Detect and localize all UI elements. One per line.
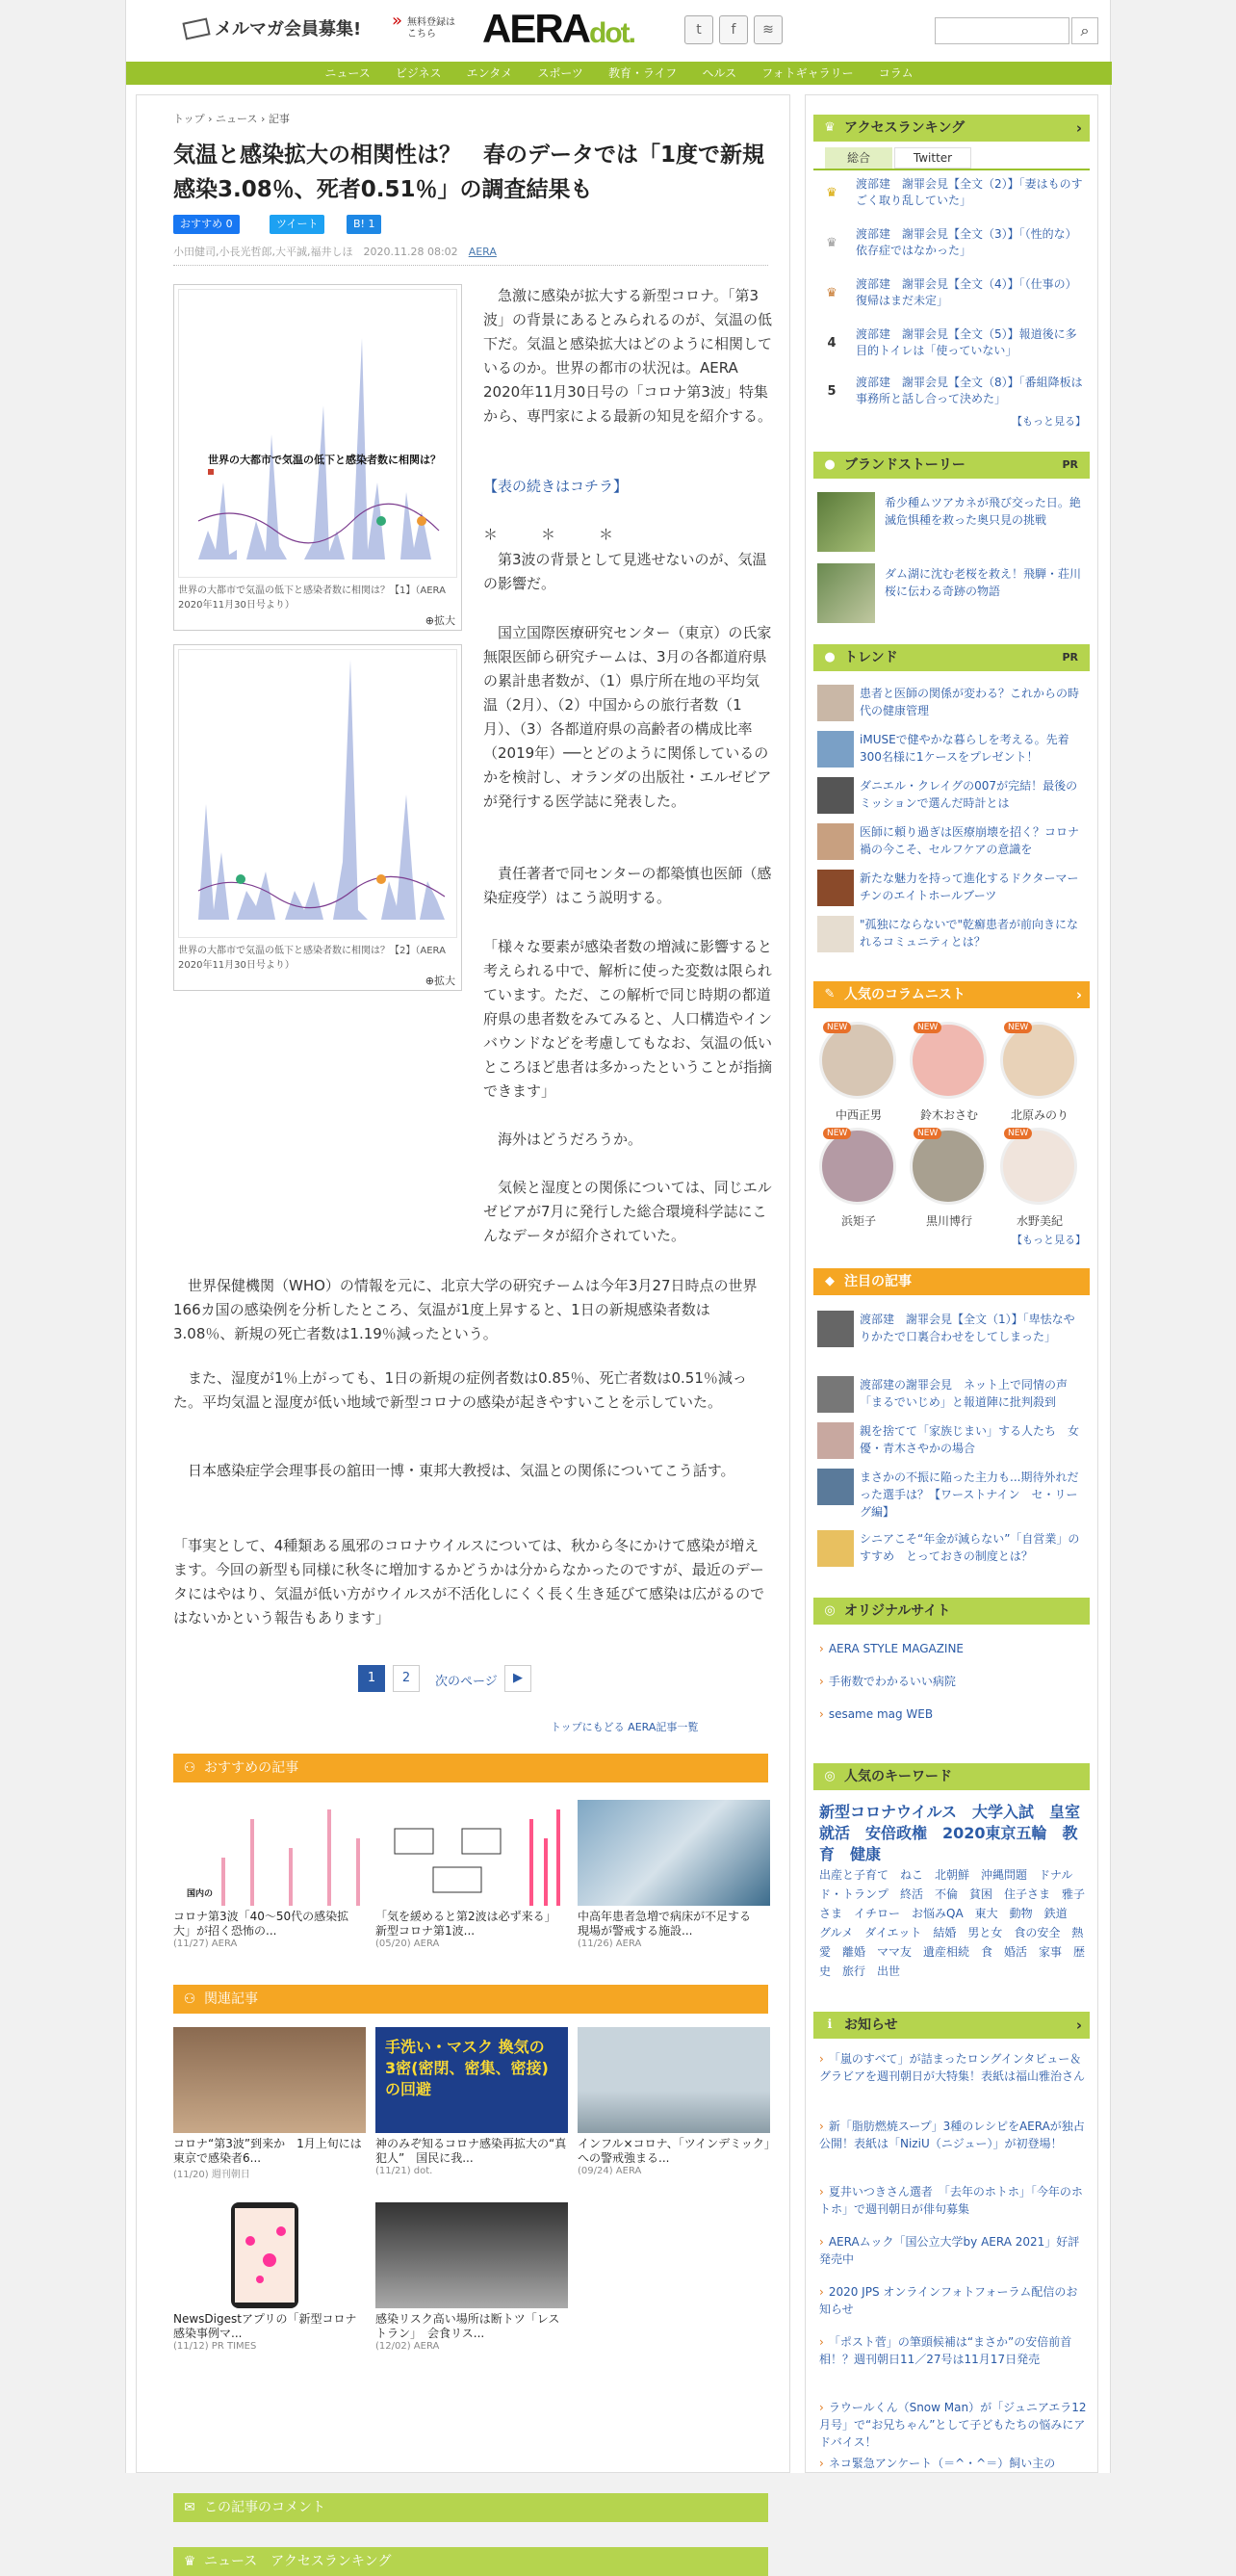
nav-item-health[interactable]: ヘルス [702,66,737,80]
featured-thumb[interactable] [817,1422,854,1459]
globe-icon: ◎ [824,1603,836,1618]
mailmag-label: メルマガ会員募集! [215,19,362,39]
ranking-item[interactable] [817,176,1087,215]
keyword-list-small[interactable]: 出産と子育て ねこ 北朝鮮 沖縄問題 ドナルド・トランプ 終活 不倫 貧困 住子さま 雅子さま イチロー お悩みQA 東大 動物 鉄道 グルメ ダイエット 結婚 男と女 食の安全 熱愛 離婚 ママ友 遺産相続 食 婚活 家事 歴史 旅行 出世 [819,1868,1086,1978]
separator-stars: ＊ ＊ ＊ [483,526,614,543]
chevron-right-icon: › [1075,2017,1082,2034]
ranking-item-text: 渡部建 謝罪会見【全文（2）】「妻はものすごく取り乱していた」 [856,177,1083,207]
ranking-item[interactable] [817,375,1087,413]
new-badge: NEW [823,1128,851,1139]
keyword-list-large[interactable]: 新型コロナウイルス 大学入試 皇室 就活 安倍政権 2020東京五輪 教育 健康 [819,1803,1096,1863]
authors: 小田健司,小長光哲郎,大平誠,福井しほ [173,246,353,258]
avatar[interactable] [1000,1022,1077,1099]
brand-thumb[interactable] [817,563,875,623]
recommended-card[interactable] [578,1800,770,1949]
paragraph-5: 「様々な要素が感染者数の増減に影響すると考えられる中で、解析に使った変数は限られています。ただ、この解析で同じ時期の都道府県の患者数をみてみると、人口構造やインバウンドなどを考慮してもなお、気温の低いところほど患者は多かったということが指摘できます」 [483,938,773,1100]
pen-icon: ✎ [824,987,836,1002]
related-meta: (11/20) 週刊朝日 [173,2170,250,2180]
logo-main: AERA [482,6,590,51]
related-title: インフル×コロナ、「ツインデミック」への警戒強まる... [578,2137,770,2165]
related-card[interactable] [375,2202,568,2352]
featured-link[interactable]: シニアこそ“年金が減らない”「自営業」のすすめ とっておきの制度とは？ [860,1532,1080,1563]
trend-link[interactable]: iMUSEで健やかな暮らしを考える。先着300名様に1ケースをプレゼント！ [860,733,1069,764]
search-input[interactable] [935,17,1069,44]
featured-link[interactable]: 親を捨てて「家族じまい」する人たち 女優・青木さやかの場合 [860,1424,1080,1455]
columnist-name[interactable]: 浜矩子 [840,1214,876,1228]
featured-label: 注目の記事 [844,1274,912,1289]
featured-link[interactable]: 渡部建の謝罪会見 ネット上で同情の声「まるでいじめ」と報道陣に批判殺到 [860,1378,1069,1409]
comments-heading-label: この記事のコメント [204,2500,325,2515]
tag-icon: ◆ [825,1274,835,1288]
recommended-meta: (11/27) AERA [173,1939,238,1949]
site-header [126,0,1112,62]
page-1-button[interactable]: 1 [358,1665,385,1692]
source-link[interactable]: AERA [468,246,497,258]
columnists-label: 人気のコラムニスト [844,987,966,1002]
columnists-more-link[interactable]: 【もっと見る】 [1012,1234,1086,1246]
target-icon: ◎ [824,1769,836,1783]
related-title: 感染リスク高い場所は断トツ「レストラン」 会食リス... [375,2312,560,2340]
chevron-right-icon: › [1075,119,1082,137]
recommended-thumb [375,1800,568,1906]
info-icon: ℹ [827,2017,833,2032]
continue-link[interactable]: 【表の続きはコチラ】 [483,478,629,495]
article-title: 気温と感染拡大の相関性は？ 春のデータでは「1度で新規感染3.08％、死者0.51％」の調査結果も [173,143,765,202]
figure-2[interactable] [173,644,462,991]
zoom-label: 拡大 [434,614,455,627]
zoom-label: 拡大 [434,975,455,987]
columnist-name[interactable]: 北原みのり [1010,1108,1069,1122]
featured-heading [813,1268,1090,1295]
ranking-item[interactable] [817,276,1087,315]
tab-twitter[interactable]: Twitter [894,147,971,169]
notice-item[interactable]: › AERAムック「国公立大学by AERA 2021」好評発売中 [819,2233,1089,2268]
avatar[interactable] [910,1128,987,1205]
notice-item[interactable]: › ネコ緊急アンケート（＝^・^＝）飼い主の [819,2455,1089,2472]
notice-item[interactable]: › 2020 JPS オンラインフォトフォーラム配信のお知らせ [819,2283,1089,2318]
recommended-title: 中高年患者急増で病床が不足する 現場が警戒する施設... [578,1910,763,1938]
related-card[interactable] [578,2027,770,2176]
global-nav [126,62,1112,85]
hatena-bookmark-button[interactable]: B! 1 [347,215,381,234]
notice-item[interactable]: › 「嵐のすべて」が詰まったロングインタビュー＆グラビアを週刊朝日が大特集！表紙は福山雅治さん [819,2050,1089,2085]
paragraph-7: 気候と湿度との関係については、同じエルゼビアが7月に発行した総合環境科学誌にこんなデータが紹介されていた。 [483,1179,772,1244]
ranking-more-link[interactable]: 【もっと見る】 [1012,415,1086,428]
new-badge: NEW [1004,1128,1032,1139]
notice-item[interactable]: › 夏井いつきさん選者 「去年のホトホ」「今年のホトホ」で週刊朝日が俳句募集 [819,2183,1089,2218]
bronze-crown-icon: ♛ [826,286,837,300]
original-heading [813,1598,1090,1625]
figure-2-caption: 世界の大都市で気温の低下と感染者数に相関は？【2】（AERA 2020年11月30日号より） [178,946,455,971]
recommended-heading [173,1754,768,1782]
related-card[interactable] [173,2027,366,2180]
register-link[interactable] [392,11,455,40]
original-label: オリジナルサイト [844,1603,951,1619]
related-meta: (11/21) dot. [375,2166,433,2176]
related-thumb [375,2202,568,2308]
comments-heading [173,2493,768,2522]
mailmag-banner[interactable] [184,15,361,40]
brand-story-label: ブランドストーリー [844,457,966,473]
trend-link[interactable]: ダニエル・クレイグの007が完結！最後のミッションで選んだ時計とは [860,779,1078,810]
recommended-card[interactable] [173,1800,366,1949]
paragraph-1: 急激に感染が拡大する新型コロナ。「第3波」の背景にあるとみられるのが、気温の低下だ。気温と感染拡大はどのように相関しているのか。世界の都市の状況は。AERA 2020年11月30日号の「コロナ第3波」特集から、専門家による最新の知見を紹介する。 [483,287,773,425]
paragraph-4: 責任著者で同センターの都築慎也医師（感染症疫学）はこう説明する。 [483,865,772,906]
publish-date: 2020.11.28 08:02 [363,246,458,258]
facebook-share-button[interactable]: おすすめ 0 [173,215,240,234]
related-meta: (12/02) AERA [375,2341,440,2352]
page-wrapper [125,0,1111,2569]
new-badge: NEW [914,1128,941,1139]
search-icon[interactable]: ⌕ [1071,17,1098,44]
trend-thumb[interactable] [817,916,854,952]
byline [173,244,497,259]
news-ranking-heading [173,2547,768,2576]
nav-item-life[interactable]: 教育・ライフ [608,66,678,80]
magnifier-icon: ⊕ [425,975,434,987]
main-column [136,94,790,2569]
columnists-heading [813,981,1090,1008]
ranking-item-text: 渡部建 謝罪会見【全文（8）】「番組降板は事務所と話し合って決めた」 [856,376,1083,405]
paragraph-6: 海外はどうだろうか。 [498,1131,643,1148]
paragraph-2: 第3波の背景として見逃せないのが、気温の影響だ。 [483,551,767,592]
related-title: NewsDigestアプリの「新型コロナ感染事例マ... [173,2312,357,2340]
avatar[interactable] [819,1022,896,1099]
svg-text:世界の大都市で気温の低下と感染者数に相関は？: 世界の大都市で気温の低下と感染者数に相関は？ [208,454,441,466]
new-badge: NEW [1004,1022,1032,1033]
trend-link[interactable]: 患者と医師の関係が変わる？これからの時代の健康管理 [860,687,1080,717]
nav-item-business[interactable]: ビジネス [395,66,442,80]
notice-heading[interactable] [813,2012,1090,2039]
brand-story-link[interactable]: 希少種ムツアカネが飛び交った日。絶滅危惧種を救った奥只見の挑戦 [885,496,1081,527]
person-icon: ● [824,650,836,664]
register-line1: 無料登録は [407,17,455,28]
paragraph-10: 日本感染症学会理事長の舘田一博・東邦大教授は、気温との関係についてこう話す。 [188,1462,735,1479]
columnist-name[interactable]: 黒川博行 [925,1214,972,1228]
related-meta: (11/12) PR TIMES [173,2341,257,2352]
original-site-link[interactable]: › AERA STYLE MAGAZINE [819,1640,1089,1657]
network-icon: ⚇ [183,1991,196,2007]
figure-1-image [178,289,457,578]
related-card[interactable] [173,2202,366,2352]
columnist-name[interactable]: 水野美紀 [1016,1214,1063,1228]
tweet-button[interactable]: ツイート [270,215,324,234]
chat-icon: ✉ [184,2500,195,2515]
recommended-title: 「気を緩めると第2波は必ず来る」 新型コロナ第1波... [375,1910,562,1938]
related-meta: (09/24) AERA [578,2166,642,2176]
brand-thumb[interactable] [817,492,875,552]
silver-crown-icon: ♛ [826,236,837,250]
related-heading-label: 関連記事 [204,1991,258,2007]
featured-link[interactable]: 渡部建 謝罪会見【全文（1）】「卑怯なやりかたで口裏合わせをしてしまった」 [860,1313,1075,1343]
magnifier-icon: ⊕ [425,614,434,627]
related-thumb [173,2027,366,2133]
columnist-name[interactable]: 鈴木おさむ [919,1108,978,1122]
envelope-icon [182,17,210,39]
trend-thumb[interactable] [817,823,854,860]
breadcrumb[interactable]: トップ › ニュース › 記事 [173,113,290,125]
related-thumb [578,2027,770,2133]
network-icon: ⚇ [183,1760,196,1776]
rss-icon[interactable]: ≋ [754,15,783,44]
trend-link[interactable]: 医師に頼り過ぎは医療崩壊を招く？コロナ禍の今こそ、セルフケアの意識を [860,825,1080,856]
register-line2: こちら [407,29,436,39]
tab-overall[interactable]: 総合 [825,147,892,169]
back-links[interactable]: トップにもどる AERA記事一覧 [551,1721,699,1733]
related-thumb [173,2202,366,2308]
nav-item-news[interactable]: ニュース [324,66,371,80]
ranking-item-text: 渡部建 謝罪会見【全文（5）】報道後に多目的トイレは「使っていない」 [856,327,1077,357]
figure-2-image [178,649,457,938]
divider [173,265,768,266]
tab-underline [813,169,1090,170]
related-card[interactable] [375,2027,568,2176]
double-chevron-icon: » [392,11,403,31]
featured-thumb[interactable] [817,1376,854,1413]
news-ranking-label: ニュース アクセスランキング [204,2554,392,2569]
crown-icon: ♛ [183,2554,196,2569]
notice-item[interactable]: › 新「脂肪燃焼スープ」3種のレシピをAERAが独占公開！表紙は「NiziU（ニジュー）」が初登場！ [819,2118,1089,2152]
ranking-item[interactable] [817,226,1087,265]
trend-thumb[interactable] [817,731,854,768]
facebook-icon[interactable]: f [719,15,748,44]
nav-item-entame[interactable]: エンタメ [466,66,513,80]
recommended-meta: (05/20) AERA [375,1939,440,1949]
featured-thumb[interactable] [817,1469,854,1505]
trend-thumb[interactable] [817,685,854,721]
recommended-title: コロナ第3波「40～50代の感染拡大」が招く恐怖の... [173,1910,349,1938]
keywords-heading [813,1763,1090,1790]
trend-link[interactable]: "孤独にならないで"乾癬患者が前向きになれるコミュニティとは？ [860,918,1079,949]
pr-label: PR [1062,651,1078,664]
trend-link[interactable]: 新たな魅力を持って進化するドクターマーチンのエイトホールブーツ [860,872,1079,902]
related-title: 神のみぞ知るコロナ感染再拡大の“真犯人” 国民に我... [375,2137,567,2165]
sidebar [805,94,1098,2473]
rank-number: 4 [827,336,837,351]
figure-1-zoom[interactable] [425,612,455,628]
crown-icon: ♛ [824,120,836,135]
paragraph-9: また、湿度が1％上がっても、1日の新規の症例者数は0.85％、死亡者数は0.51％減った。平均気温と湿度が低い地域で新型コロナの感染が起きやすいことを示していた。 [173,1369,747,1411]
paragraph-8: 世界保健機関（WHO）の情報を元に、北京大学の研究チームは今年3月27日時点の世界166カ国の感染例を分析したところ、気温が1度上昇すると、1日の新規感染者数は3.08％、新規の死亡者数は1.19％減ったという。 [173,1277,758,1342]
page-2-button[interactable]: 2 [393,1665,420,1692]
nav-item-sports[interactable]: スポーツ [537,66,583,80]
figure-1-caption: 世界の大都市で気温の低下と感染者数に相関は？【1】（AERA 2020年11月30日号より） [178,585,455,611]
related-thumb: 手洗い・マスク 換気の 3密(密閉、密集、密接)の回避 [375,2027,568,2133]
trend-heading [813,644,1090,671]
columnist-name[interactable]: 中西正男 [835,1108,882,1122]
person-icon: ● [824,457,836,472]
figure-1[interactable] [173,284,462,631]
featured-link[interactable]: まさかの不振に陥った主力も...期待外れだった選手は？【ワーストナイン セ・リーグ編】 [860,1470,1079,1519]
related-heading [173,1985,768,2014]
notice-item[interactable]: › ラウールくん（Snow Man）が「ジュニアエラ12月号」で“お兄ちゃん”として子どもたちの悩みにアドバイス！ [819,2399,1089,2451]
trend-thumb[interactable] [817,777,854,814]
avatar[interactable] [910,1022,987,1099]
trend-label: トレンド [844,650,898,665]
twitter-icon[interactable]: t [684,15,713,44]
keywords-label: 人気のキーワード [844,1769,952,1784]
ranking-item-text: 渡部建 謝罪会見【全文（3）】「（性的な）依存症ではなかった」 [856,227,1077,257]
brand-story-link[interactable]: ダム湖に沈む老桜を救え！飛騨・荘川桜に伝わる奇跡の物語 [885,567,1082,598]
nav-item-photo[interactable]: フォトギャラリー [761,66,854,80]
access-ranking-label: アクセスランキング [844,120,966,136]
pr-label: PR [1062,458,1078,471]
ranking-item[interactable] [817,326,1087,365]
notice-item[interactable]: › 「ポスト菅」の筆頭候補は“まさか”の安倍前首相！？週刊朝日11／27号は11月17日発売 [819,2333,1089,2368]
nav-item-column[interactable]: コラム [878,66,914,80]
paragraph-3: 国立国際医療研究センター（東京）の氏家無限医師ら研究チームは、3月の各都道府県の累計患者数が、（1）県庁所在地の平均気温（2月）、（2）中国からの旅行者数（1月）、（3）各都道府県の高齢者の構成比率（2019年）──とどのように関係しているのかを検討し、オランダの出版社・エルゼビアが発行する医学誌に発表した。 [483,624,772,810]
chevron-right-icon: › [1075,986,1082,1003]
featured-thumb[interactable] [817,1530,854,1567]
brand-story-heading [813,452,1090,479]
next-page-icon[interactable]: ▶ [504,1665,531,1692]
svg-text:国内の: 国内の [187,1889,214,1899]
new-badge: NEW [823,1022,851,1033]
logo-sub: dot. [589,17,634,49]
paragraph-11: 「事実として、4種類ある風邪のコロナウイルスについては、秋から冬にかけて感染が増えます。今回の新型も同様に秋冬に増加するかどうかは分からなかったのですが、最近のデータにはやはり、気温が低い方がウイルスが不活化しにくく長く生き延びて感染は広がるのではないかという報告もあります」 [173,1537,765,1626]
gold-crown-icon: ♛ [826,186,837,200]
original-site-link[interactable]: › sesame mag WEB [819,1705,1089,1723]
rank-number: 5 [827,384,837,399]
site-logo[interactable] [482,6,634,52]
recommended-meta: (11/26) AERA [578,1939,642,1949]
avatar[interactable] [819,1128,896,1205]
access-ranking-heading[interactable] [813,115,1090,142]
avatar[interactable] [1000,1128,1077,1205]
notice-label: お知らせ [844,2017,898,2033]
featured-thumb[interactable] [817,1311,854,1347]
ranking-item-text: 渡部建 謝罪会見【全文（4）】「（仕事の）復帰はまだ未定」 [856,277,1077,307]
related-title: コロナ“第3波”到来か 1月上旬には東京で感染者6... [173,2137,362,2165]
next-page-link[interactable]: 次のページ [435,1675,498,1689]
new-badge: NEW [914,1022,941,1033]
original-site-link[interactable]: › 手術数でわかるいい病院 [819,1673,1089,1690]
trend-thumb[interactable] [817,870,854,906]
figure-2-zoom[interactable] [425,973,455,988]
recommended-heading-label: おすすめの記事 [204,1760,299,1776]
recommended-thumb [578,1800,770,1906]
recommended-thumb [173,1800,366,1906]
recommended-card[interactable] [375,1800,568,1949]
